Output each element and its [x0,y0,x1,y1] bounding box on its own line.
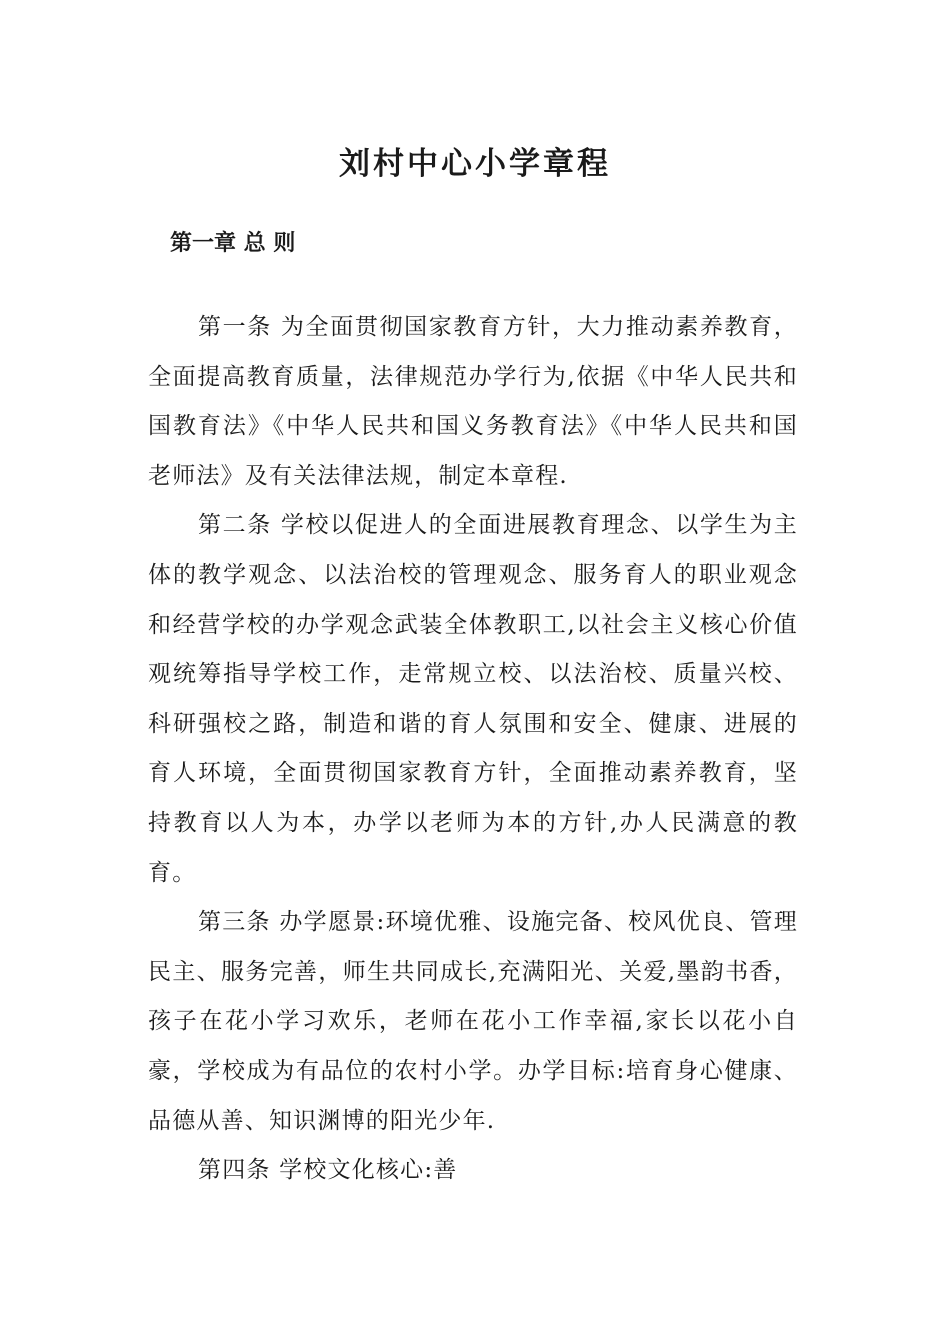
article-2 [148,501,798,898]
document-body [148,303,798,1196]
article-4 [148,1146,798,1196]
article-text: 为全面贯彻国家教育方针，大力推动素养教育，全面提高教育质量，法律规范办学行为,依据《中华人民共和国教育法》《中华人民共和国义务教育法》《中华人民共和国老师法》及有关法律法规，制定本章程. [148,314,798,489]
article-number: 第四条 [198,1157,271,1184]
article-number: 第二条 [198,512,272,539]
article-1 [148,303,798,501]
document-title: 刘村中心小学章程 [339,146,611,182]
article-text: 学校文化核心:善 [279,1157,458,1184]
article-text: 学校以促进人的全面进展教育理念、以学生为主体的教学观念、以法治校的管理观念、服务育人的职业观念和经营学校的办学观念武装全体教职工,以社会主义核心价值观统筹指导学校工作，走常规立校、以法治校、质量兴校、科研强校之路，制造和谐的育人氛围和安全、健康、进展的育人环境，全面贯彻国家教育方针，全面推动素养教育，坚持教育以人为本，办学以老师为本的方针,办人民满意的教育。 [148,512,798,886]
chapter-heading: 第一章 总 则 [170,231,296,256]
article-number: 第三条 [198,909,271,936]
article-number: 第一条 [198,314,272,340]
article-text: 办学愿景:环境优雅、设施完备、校风优良、管理民主、服务完善，师生共同成长,充满阳光、关爱,墨韵书香，孩子在花小学习欢乐，老师在花小工作幸福,家长以花小自豪，学校成为有品位的农村小学。办学目标:培育身心健康、品德从善、知识渊博的阳光少年. [148,909,798,1134]
article-3 [148,898,798,1146]
